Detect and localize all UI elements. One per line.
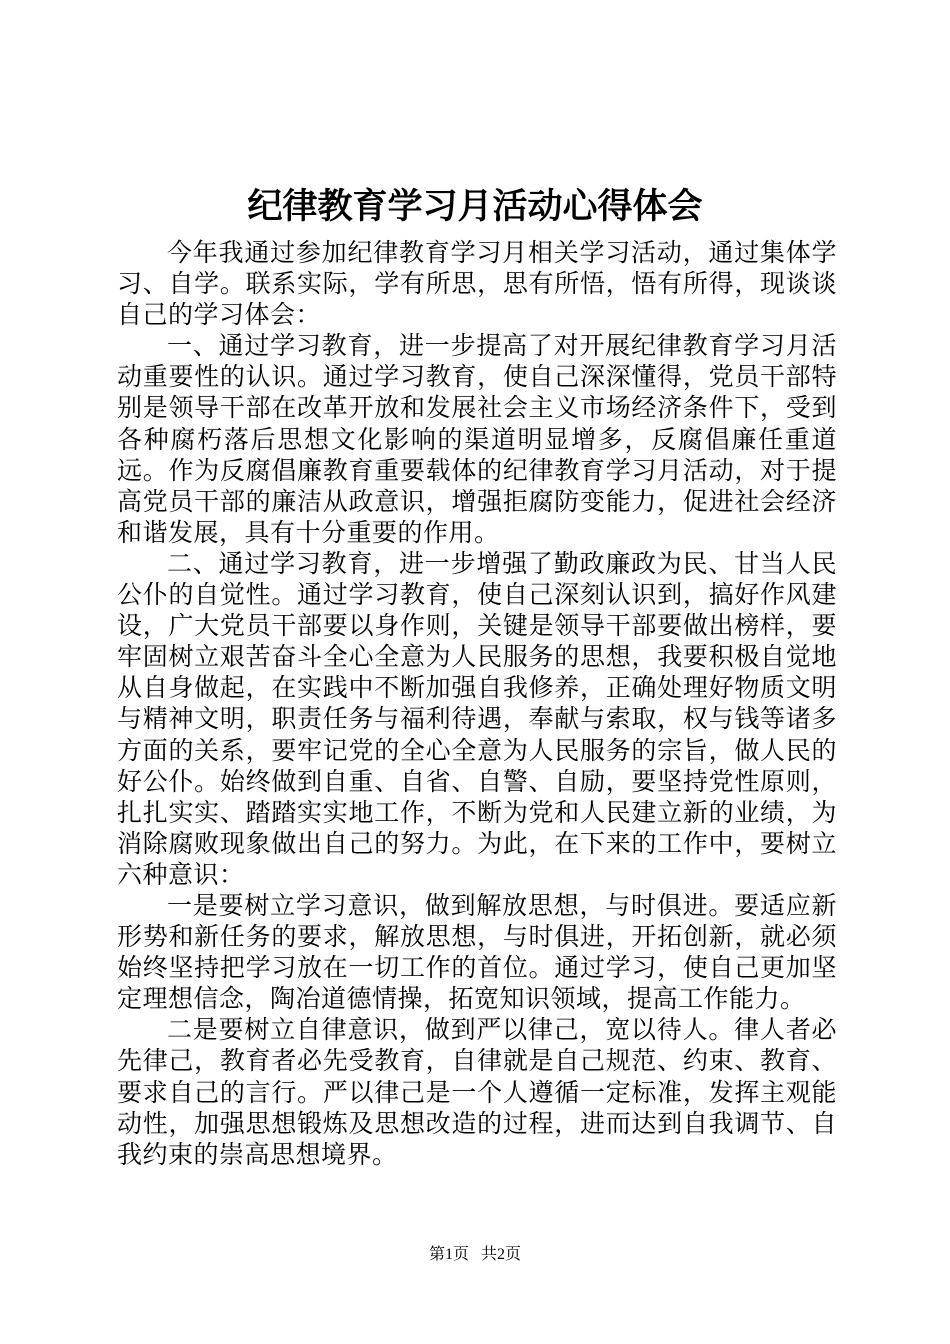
document-title: 纪律教育学习月活动心得体会: [247, 186, 703, 227]
paragraph-section-two: 二、通过学习教育，进一步增强了勤政廉政为民、甘当人民公仆的自觉性。通过学习教育，使自己深刻认识到，搞好作风建设，广大党员干部要以身作则，关键是领导干部要做出榜样，要牢固树立艰苦奋斗全心全意为人民服务的思想，我要积极自觉地从自身做起，在实践中不断加强自我修养，正确处理好物质文明与精神文明，职责任务与福利待遇，奉献与索取，权与钱等诸多方面的关系，要牢记党的全心全意为人民服务的宗旨，做人民的好公仆。始终做到自重、自省、自警、自励，要坚持党性原则，扎扎实实、踏踏实实地工作，不断为党和人民建立新的业绩，为消除腐败现象做出自己的努力。为此，在下来的工作中，要树立六种意识：: [117, 548, 837, 889]
paragraph-awareness-one: 一是要树立学习意识，做到解放思想，与时俱进。要适应新形势和新任务的要求，解放思想，与时俱进，开拓创新，就必须始终坚持把学习放在一切工作的首位。通过学习，使自己更加坚定理想信念，陶冶道德情操，拓宽知识领域，提高工作能力。: [117, 890, 837, 1014]
page-footer: [0, 1243, 950, 1267]
paragraph-intro: 今年我通过参加纪律教育学习月相关学习活动，通过集体学习、自学。联系实际，学有所思，思有所悟，悟有所得，现谈谈自己的学习体会：: [117, 238, 837, 330]
document-body: [117, 237, 837, 1170]
page-number-current: 第1页: [428, 1246, 469, 1263]
paragraph-section-one: 一、通过学习教育，进一步提高了对开展纪律教育学习月活动重要性的认识。通过学习教育，使自己深深懂得，党员干部特别是领导干部在改革开放和发展社会主义市场经济条件下，受到各种腐朽落后思想文化影响的渠道明显增多，反腐倡廉任重道远。作为反腐倡廉教育重要载体的纪律教育学习月活动，对于提高党员干部的廉洁从政意识，增强拒腐防变能力，促进社会经济和谐发展，具有十分重要的作用。: [117, 331, 837, 547]
paragraph-awareness-two: 二是要树立自律意识，做到严以律己，宽以待人。律人者必先律己，教育者必先受教育，自律就是自己规范、约束、教育、要求自己的言行。严以律己是一个人遵循一定标准，发挥主观能动性，加强思想锻炼及思想改造的过程，进而达到自我调节、自我约束的崇高思想境界。: [117, 1015, 837, 1169]
page-number-total: 共2页: [481, 1246, 522, 1263]
